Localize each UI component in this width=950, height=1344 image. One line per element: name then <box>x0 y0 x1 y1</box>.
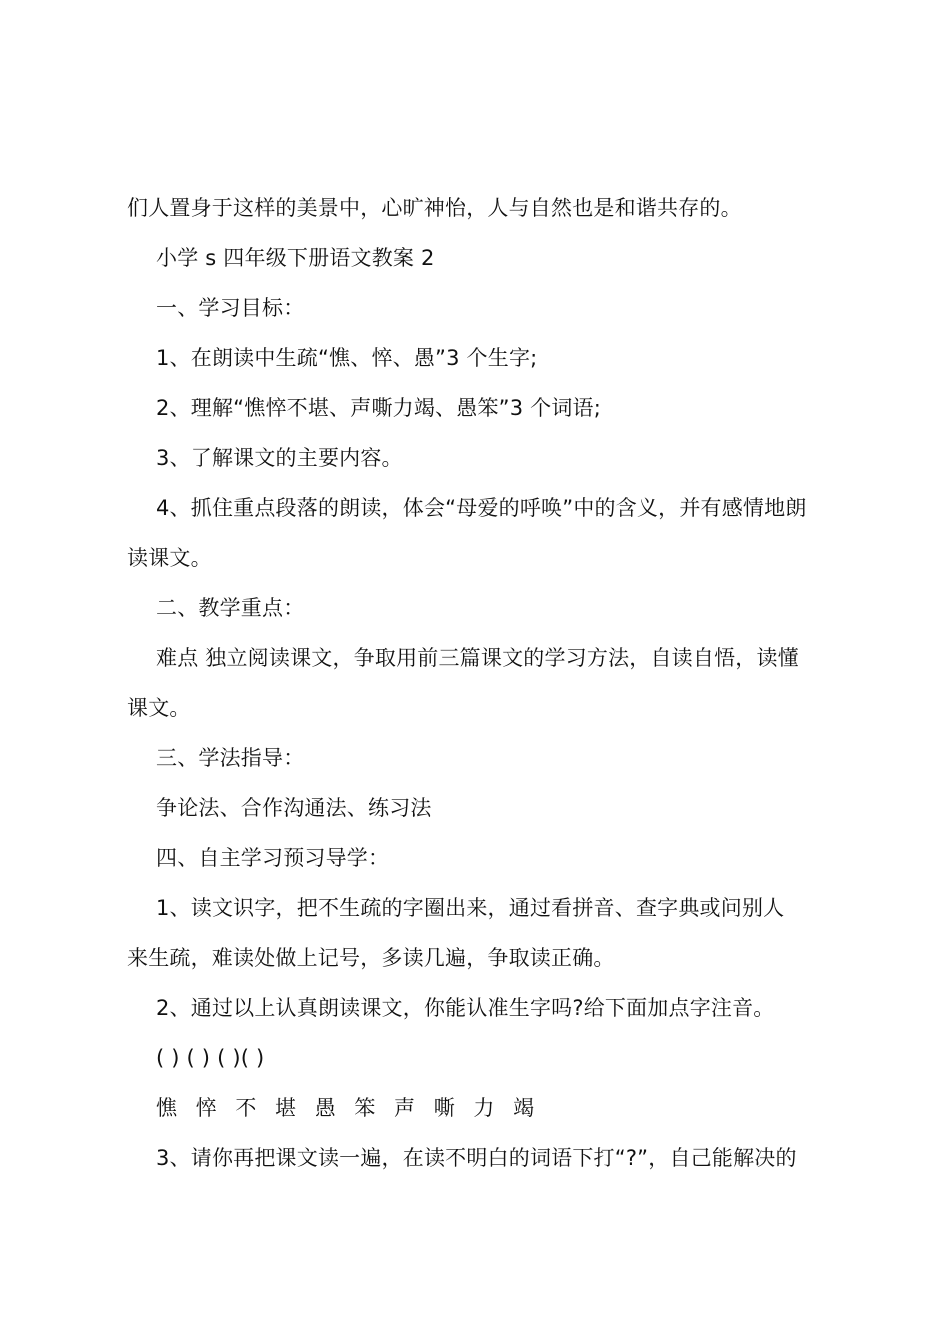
paragraph-line: 来生疏，难读处做上记号，多读几遍，争取读正确。 <box>127 946 615 970</box>
paragraph-line: 们人置身于这样的美景中，心旷神怡，人与自然也是和谐共存的。 <box>127 196 742 220</box>
heading-self-study: 四、自主学习预习导学： <box>156 846 390 870</box>
list-item: 3、请你再把课文读一遍，在读不明白的词语下打“?”，自己能解决的 <box>156 1146 797 1170</box>
heading-method-guide: 三、学法指导： <box>156 746 305 770</box>
character-row: 憔 悴 不 堪 愚 笨 声 嘶 力 竭 <box>156 1096 541 1120</box>
paragraph-line: 争论法、合作沟通法、练习法 <box>156 796 432 820</box>
paragraph-line: 难点 独立阅读课文，争取用前三篇课文的学习方法，自读自悟，读懂 <box>156 646 799 670</box>
list-item: 1、在朗读中生疏“憔、悴、愚”3 个生字; <box>156 346 538 370</box>
heading-teaching-focus: 二、教学重点： <box>156 596 305 620</box>
list-item: 4、抓住重点段落的朗读，体会“母爱的呼唤”中的含义，并有感情地朗 <box>156 496 807 520</box>
paragraph-line: 读课文。 <box>127 546 212 570</box>
list-item: 3、了解课文的主要内容。 <box>156 446 403 470</box>
document-body <box>127 183 833 1183</box>
paragraph-line: 课文。 <box>127 696 191 720</box>
pinyin-blanks: ( ) ( ) ( )( ) <box>156 1046 265 1070</box>
list-item: 2、理解“憔悴不堪、声嘶力竭、愚笨”3 个词语; <box>156 396 602 420</box>
list-item: 1、读文识字，把不生疏的字圈出来，通过看拼音、查字典或问别人 <box>156 896 785 920</box>
list-item: 2、通过以上认真朗读课文，你能认准生字吗?给下面加点字注音。 <box>156 996 775 1020</box>
section-title: 小学 s 四年级下册语文教案 2 <box>156 246 435 270</box>
heading-learning-goals: 一、学习目标： <box>156 296 305 320</box>
